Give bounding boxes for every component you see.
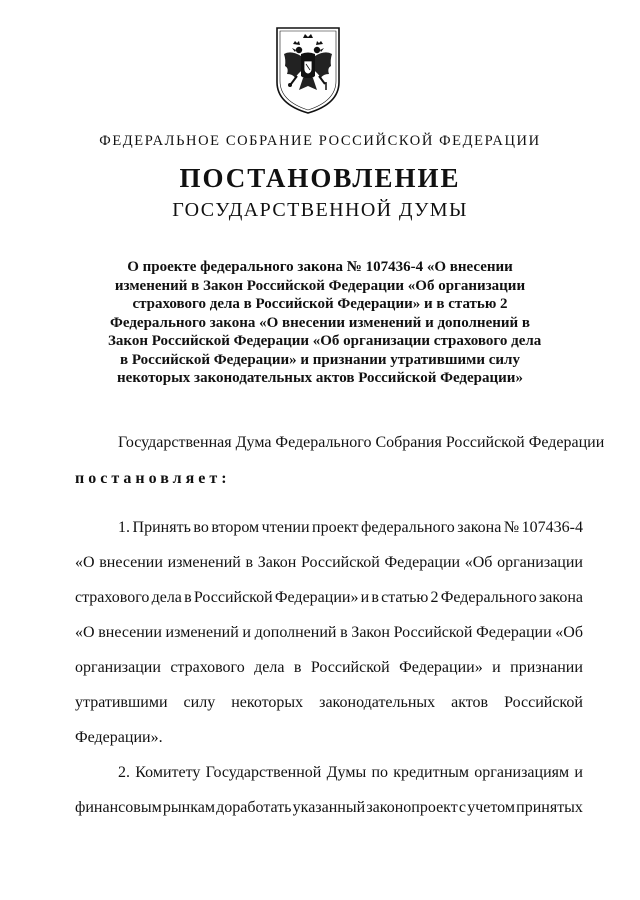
word: и <box>242 624 251 641</box>
preamble: Государственная Дума Федерального Собрания Российской Федерации <box>118 434 605 451</box>
word: «Об <box>464 554 493 571</box>
word: проект <box>312 519 359 536</box>
word: страхового <box>170 659 245 676</box>
word: закона <box>457 519 502 536</box>
word: чтении <box>261 519 310 536</box>
word: и <box>360 589 370 606</box>
word: 2. <box>118 764 130 781</box>
word: финансовым <box>75 799 162 816</box>
word: указанный <box>292 799 366 816</box>
resolves-label: постановляет: <box>75 470 231 487</box>
word: втором <box>211 519 260 536</box>
emblem <box>273 24 343 116</box>
word: № <box>503 519 520 536</box>
word: Российской <box>300 554 380 571</box>
item-1-line <box>75 624 583 642</box>
word: утратившими <box>75 694 168 711</box>
word: организации <box>497 554 583 571</box>
organization-name: ФЕДЕРАЛЬНОЕ СОБРАНИЕ РОССИЙСКОЙ ФЕДЕРАЦИИ <box>99 133 541 149</box>
word: Федерации <box>384 554 461 571</box>
item-1-line <box>118 519 583 537</box>
word: Российской <box>310 659 390 676</box>
word: некоторых <box>231 694 304 711</box>
word: закона <box>538 589 583 606</box>
subject-line: в Российской Федерации» и признании утратившими силу <box>120 351 520 368</box>
item-1-line <box>75 554 583 572</box>
word: во <box>193 519 209 536</box>
word: в <box>371 589 379 606</box>
word: внесении <box>99 554 163 571</box>
word: по <box>371 764 388 781</box>
word: и <box>492 659 501 676</box>
subject-line: страхового дела в Российской Федерации» и в статью 2 <box>132 296 508 312</box>
word: «О <box>75 554 95 571</box>
word: учетом <box>467 799 515 816</box>
word: силу <box>183 694 216 711</box>
word: рынкам <box>162 799 215 816</box>
word: в <box>184 589 192 606</box>
word: дела <box>151 589 182 606</box>
word: с <box>458 799 467 816</box>
word: федерального <box>360 519 455 536</box>
word: организациям <box>474 764 570 781</box>
item-2-line <box>75 799 583 817</box>
subject-line: некоторых законодательных актов Российской Федерации» <box>117 370 523 386</box>
word: Комитету <box>135 764 201 781</box>
item-1-line: Федерации». <box>75 729 163 746</box>
subject-line: Федерального закона «О внесении изменений и дополнений в <box>109 314 530 331</box>
word: принятых <box>516 799 583 816</box>
word: актов <box>451 694 489 711</box>
word: Российской <box>504 694 583 711</box>
word: статью <box>381 589 429 606</box>
word: Федерального <box>440 589 537 606</box>
word: и <box>574 764 583 781</box>
word: Российской <box>393 624 473 641</box>
word: «Об <box>555 624 583 641</box>
item-1-text <box>118 519 583 537</box>
subject-line: Закон Российской Федерации «Об организации страхового дела <box>108 333 542 349</box>
document-title: ПОСТАНОВЛЕНИЕ <box>179 163 461 193</box>
word: Думы <box>326 764 367 781</box>
item-1-text <box>75 659 583 677</box>
document-subtitle: ГОСУДАРСТВЕННОЙ ДУМЫ <box>172 199 468 221</box>
word: внесении <box>98 624 162 641</box>
item-1-text <box>75 624 583 642</box>
word: доработать <box>216 799 292 816</box>
item-1-line <box>75 589 583 607</box>
word: Федерации» <box>274 589 359 606</box>
word: 2 <box>430 589 439 606</box>
word: 107436-4 <box>521 519 583 536</box>
word: в <box>340 624 348 641</box>
word: изменений <box>165 624 239 641</box>
word: кредитным <box>393 764 470 781</box>
word: дела <box>254 659 285 676</box>
word: Принять <box>132 519 191 536</box>
item-1-line <box>75 659 583 677</box>
word: в <box>245 554 254 571</box>
item-2-text <box>118 764 583 782</box>
word: законопроект <box>366 799 458 816</box>
word: признании <box>510 659 583 676</box>
word: 1. <box>118 519 130 536</box>
word: в <box>293 659 302 676</box>
item-1-text <box>75 694 583 712</box>
item-2-text <box>75 799 583 817</box>
word: страхового <box>75 589 150 606</box>
resolution-subject <box>108 258 542 388</box>
word: Государственной <box>205 764 322 781</box>
word: дополнений <box>254 624 337 641</box>
item-1-text <box>75 589 583 607</box>
item-1-text <box>75 554 583 572</box>
word: Федерации <box>476 624 552 641</box>
item-2-line <box>118 764 583 782</box>
subject-line: изменений в Закон Российской Федерации «Об организации <box>114 277 526 294</box>
word: Федерации» <box>399 659 483 676</box>
word: изменений <box>167 554 241 571</box>
word: законодательных <box>319 694 436 711</box>
subject-line: О проекте федерального закона № 107436-4 «О внесении <box>127 259 513 275</box>
word: «О <box>75 624 95 641</box>
word: Закон <box>351 624 390 641</box>
word: Российской <box>193 589 273 606</box>
item-1-line <box>75 694 583 712</box>
word: Закон <box>257 554 297 571</box>
word: организации <box>75 659 161 676</box>
russian-coat-of-arms-icon <box>273 24 343 116</box>
